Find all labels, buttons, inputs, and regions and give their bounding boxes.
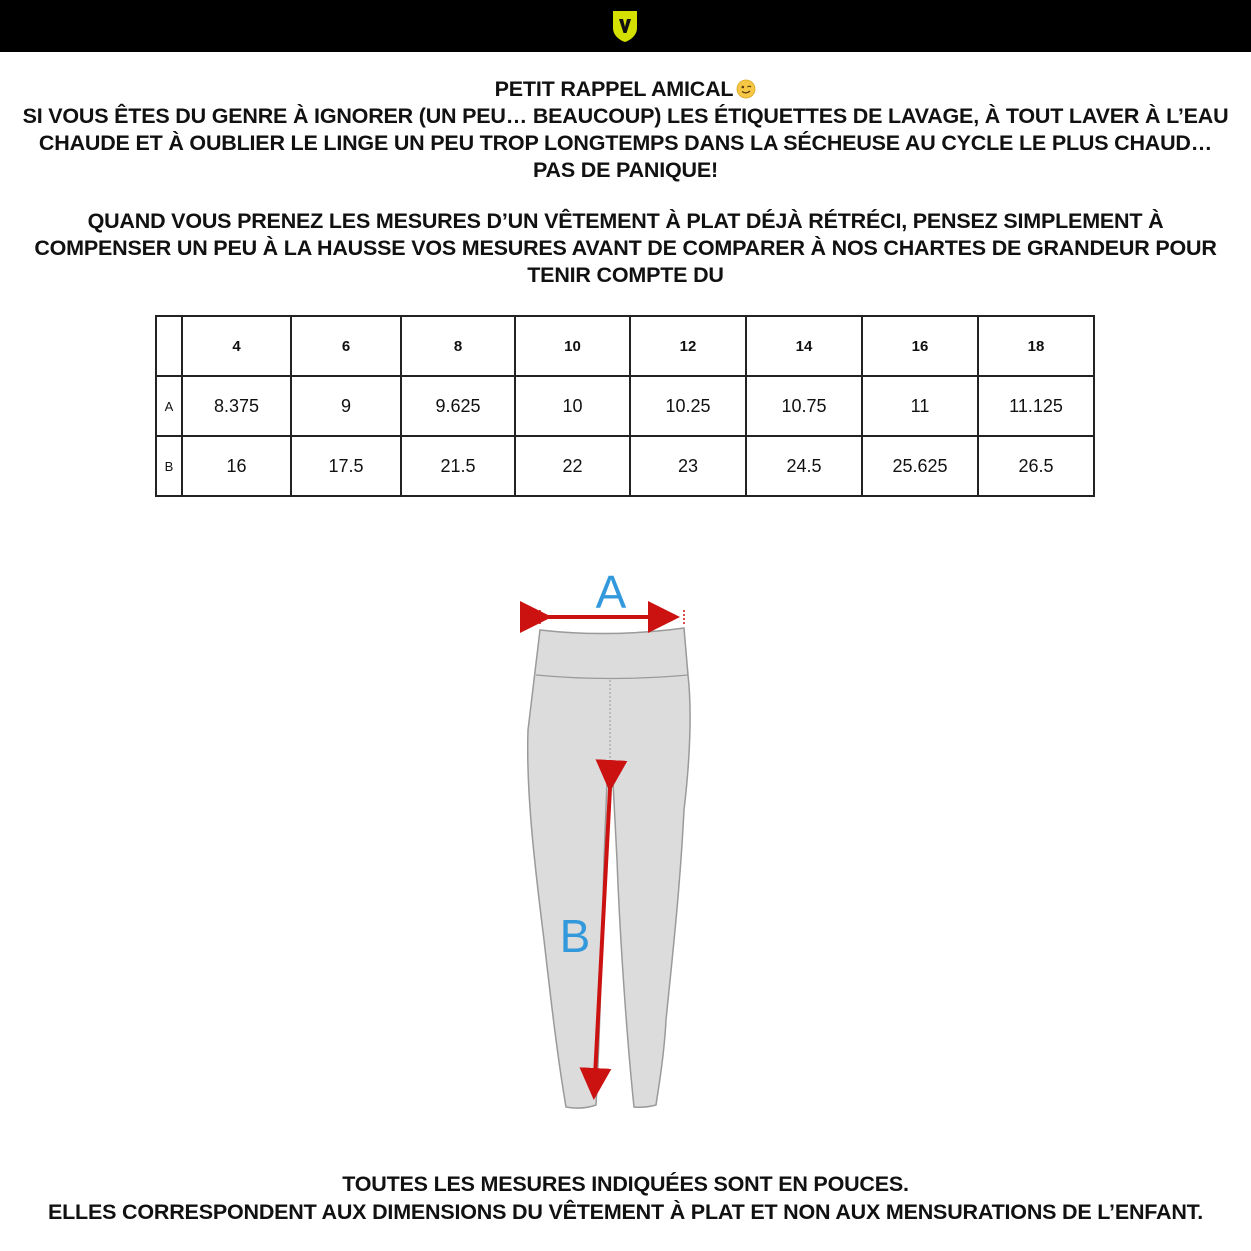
footer-note: [20, 1170, 1231, 1226]
intro-paragraph-2: QUAND VOUS PRENEZ LES MESURES D’UN VÊTEMENT À PLAT DÉJÀ RÉTRÉCI, PENSEZ SIMPLEMENT À COMPENSER UN PEU À LA HAUSSE VOS MESURES AVANT DE COMPARER À NOS CHARTES DE GRANDEUR POUR TENIR COMPTE DU: [34, 209, 1217, 287]
size-header-cell: 12: [630, 316, 746, 376]
size-header-cell: 6: [291, 316, 401, 376]
measurement-cell: 11.125: [978, 376, 1094, 436]
measure-b-label: B: [559, 910, 591, 962]
size-header-cell: 14: [746, 316, 862, 376]
measurement-cell: 9: [291, 376, 401, 436]
footer-line-1: TOUTES LES MESURES INDIQUÉES SONT EN POUCES.: [342, 1172, 909, 1196]
intro-text: [20, 76, 1231, 289]
measurement-cell: 17.5: [291, 436, 401, 496]
measurement-cell: 10.75: [746, 376, 862, 436]
measurement-cell: 23: [630, 436, 746, 496]
measurement-cell: 25.625: [862, 436, 978, 496]
measurement-cell: 24.5: [746, 436, 862, 496]
leggings-diagram: [500, 560, 760, 1120]
measurement-cell: 10: [515, 376, 630, 436]
measurement-cell: 21.5: [401, 436, 515, 496]
measurement-row-b: [156, 436, 1094, 496]
intro-heading: PETIT RAPPEL AMICAL: [494, 77, 734, 101]
leggings-outline: [528, 628, 690, 1108]
size-header-cell: 18: [978, 316, 1094, 376]
measurement-cell: 11: [862, 376, 978, 436]
row-label: B: [156, 436, 182, 496]
size-header-cell: 10: [515, 316, 630, 376]
corner-cell: [156, 316, 182, 376]
size-header-cell: 16: [862, 316, 978, 376]
measurement-cell: 22: [515, 436, 630, 496]
winking-face-icon: [736, 79, 756, 99]
row-label: A: [156, 376, 182, 436]
measurement-row-a: [156, 376, 1094, 436]
intro-paragraph-1: SI VOUS ÊTES DU GENRE À IGNORER (UN PEU… BEAUCOUP) LES ÉTIQUETTES DE LAVAGE, À TOUT LAVER À L’EAU CHAUDE ET À OUBLIER LE LINGE UN PEU TROP LONGTEMPS DANS LA SÉCHEUSE AU CYCLE LE PLUS CHAUD… PAS DE PANIQUE!: [22, 104, 1229, 182]
size-header-row: [156, 316, 1094, 376]
measurement-cell: 10.25: [630, 376, 746, 436]
size-chart-table: [155, 315, 1095, 497]
footer-line-2: ELLES CORRESPONDENT AUX DIMENSIONS DU VÊTEMENT À PLAT ET NON AUX MENSURATIONS DE L’ENFANT.: [47, 1200, 1204, 1224]
size-header-cell: 4: [182, 316, 291, 376]
measure-a-label: A: [595, 566, 627, 618]
v-shield-logo-icon: [609, 8, 641, 44]
measurement-cell: 16: [182, 436, 291, 496]
size-header-cell: 8: [401, 316, 515, 376]
measurement-cell: 26.5: [978, 436, 1094, 496]
intro-heading-line: [20, 76, 1231, 103]
top-banner: [0, 0, 1251, 52]
measurement-cell: 8.375: [182, 376, 291, 436]
measurement-cell: 9.625: [401, 376, 515, 436]
